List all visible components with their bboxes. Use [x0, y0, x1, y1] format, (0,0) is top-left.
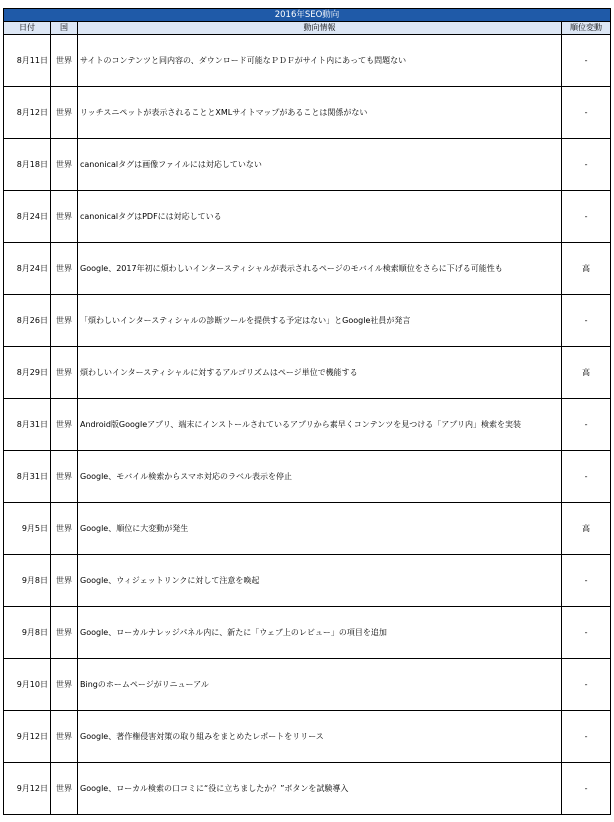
table-row: [4, 87, 611, 139]
table-row: [4, 295, 611, 347]
row-info: 煩わしいインタースティシャルに対するアルゴリズムはページ単位で機能する: [78, 347, 562, 399]
table-row: [4, 191, 611, 243]
row-date: 8月18日: [4, 139, 51, 191]
row-change: 高: [562, 503, 611, 555]
row-change: -: [562, 139, 611, 191]
seo-trends-table: [3, 8, 611, 815]
row-date: 8月24日: [4, 191, 51, 243]
row-region: 世界: [51, 347, 78, 399]
row-change: -: [562, 659, 611, 711]
row-info: リッチスニペットが表示されることとXMLサイトマップがあることは関係がない: [78, 87, 562, 139]
row-info: Google、モバイル検索からスマホ対応のラベル表示を停止: [78, 451, 562, 503]
table-row: [4, 763, 611, 815]
row-date: 9月5日: [4, 503, 51, 555]
header-info: 動向情報: [78, 22, 562, 35]
row-change: -: [562, 295, 611, 347]
row-region: 世界: [51, 503, 78, 555]
table-title: 2016年SEO動向: [4, 9, 611, 22]
row-date: 9月8日: [4, 555, 51, 607]
row-info: canonicalタグはPDFには対応している: [78, 191, 562, 243]
row-region: 世界: [51, 555, 78, 607]
row-info: Google、著作権侵害対策の取り組みをまとめたレポートをリリース: [78, 711, 562, 763]
table-row: [4, 607, 611, 659]
row-date: 8月11日: [4, 35, 51, 87]
row-date: 9月8日: [4, 607, 51, 659]
row-change: -: [562, 763, 611, 815]
table-row: [4, 347, 611, 399]
row-change: 高: [562, 243, 611, 295]
row-region: 世界: [51, 659, 78, 711]
table-row: [4, 503, 611, 555]
table-row: [4, 451, 611, 503]
row-info: canonicalタグは画像ファイルには対応していない: [78, 139, 562, 191]
table-row: [4, 243, 611, 295]
row-info: サイトのコンテンツと同内容の、ダウンロード可能なＰＤＦがサイト内にあっても問題ない: [78, 35, 562, 87]
table-title-row: [4, 9, 611, 22]
row-date: 8月24日: [4, 243, 51, 295]
row-info: Google、ウィジェットリンクに対して注意を喚起: [78, 555, 562, 607]
row-change: -: [562, 191, 611, 243]
row-date: 8月31日: [4, 399, 51, 451]
row-region: 世界: [51, 451, 78, 503]
row-region: 世界: [51, 191, 78, 243]
row-date: 8月31日: [4, 451, 51, 503]
header-region: 国: [51, 22, 78, 35]
row-region: 世界: [51, 243, 78, 295]
row-date: 8月12日: [4, 87, 51, 139]
row-info: Bingのホームページがリニューアル: [78, 659, 562, 711]
row-region: 世界: [51, 295, 78, 347]
table-row: [4, 659, 611, 711]
table-row: [4, 399, 611, 451]
row-change: -: [562, 711, 611, 763]
row-info: Google、2017年初に煩わしいインタースティシャルが表示されるページのモバイル検索順位をさらに下げる可能性も: [78, 243, 562, 295]
row-change: -: [562, 607, 611, 659]
row-date: 8月26日: [4, 295, 51, 347]
row-change: 高: [562, 347, 611, 399]
row-change: -: [562, 451, 611, 503]
table-body: [4, 35, 611, 815]
row-info: Google、ローカル検索の口コミに“役に立ちましたか？”ボタンを試験導入: [78, 763, 562, 815]
row-change: -: [562, 399, 611, 451]
row-info: Android版Googleアプリ、端末にインストールされているアプリから素早くコンテンツを見つける「アプリ内」検索を実装: [78, 399, 562, 451]
row-info: 「煩わしいインタースティシャルの診断ツールを提供する予定はない」とGoogle社員が発言: [78, 295, 562, 347]
row-region: 世界: [51, 711, 78, 763]
table-row: [4, 35, 611, 87]
header-date: 日付: [4, 22, 51, 35]
row-region: 世界: [51, 763, 78, 815]
table-row: [4, 555, 611, 607]
table-header-row: [4, 22, 611, 35]
table-row: [4, 139, 611, 191]
row-region: 世界: [51, 87, 78, 139]
row-region: 世界: [51, 139, 78, 191]
row-region: 世界: [51, 607, 78, 659]
row-date: 8月29日: [4, 347, 51, 399]
row-date: 9月12日: [4, 763, 51, 815]
row-region: 世界: [51, 35, 78, 87]
row-date: 9月12日: [4, 711, 51, 763]
row-date: 9月10日: [4, 659, 51, 711]
row-change: -: [562, 87, 611, 139]
row-info: Google、順位に大変動が発生: [78, 503, 562, 555]
row-change: -: [562, 35, 611, 87]
table-row: [4, 711, 611, 763]
row-region: 世界: [51, 399, 78, 451]
row-change: -: [562, 555, 611, 607]
header-change: 順位変動: [562, 22, 611, 35]
row-info: Google、ローカルナレッジパネル内に、新たに「ウェブ上のレビュー」の項目を追加: [78, 607, 562, 659]
